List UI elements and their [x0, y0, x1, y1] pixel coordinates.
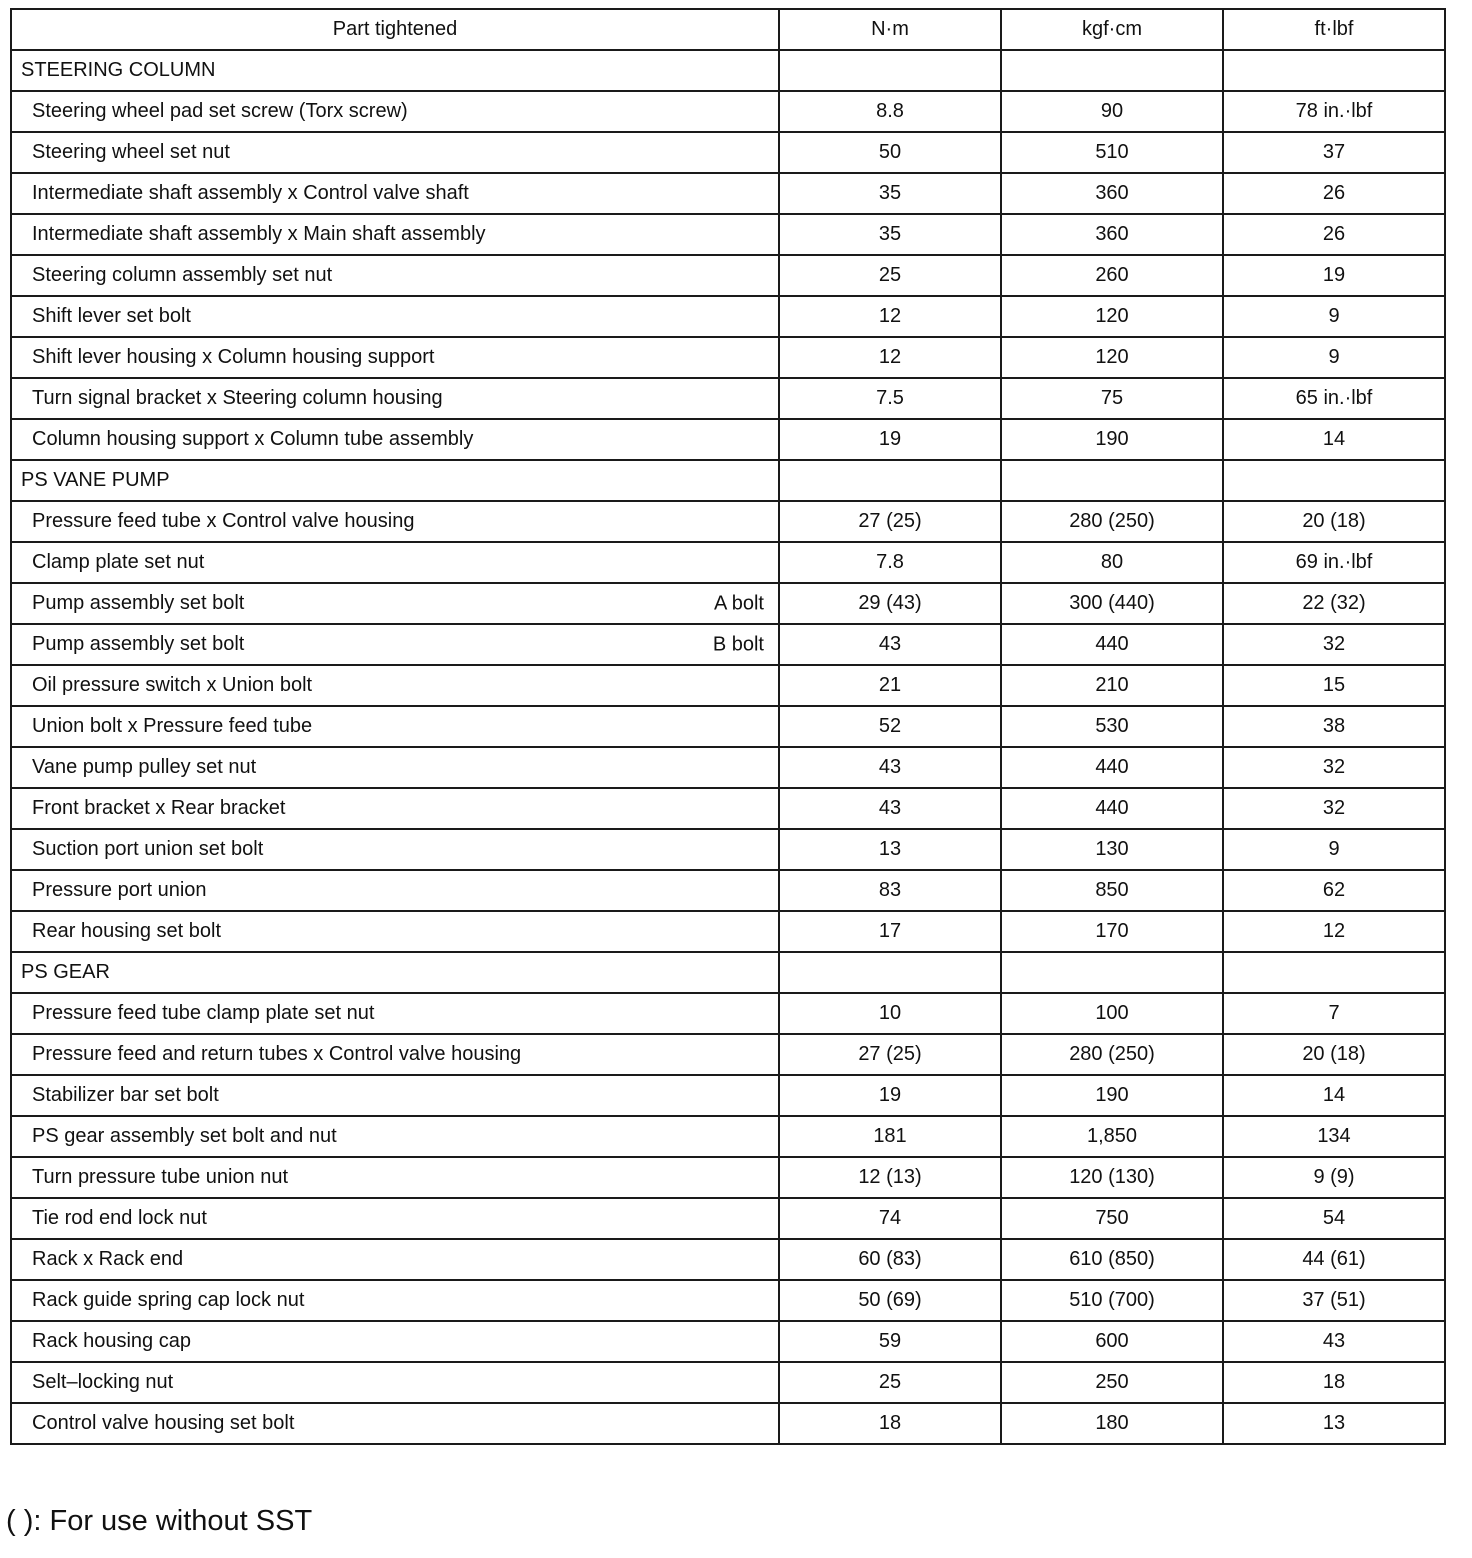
part-cell	[11, 1362, 779, 1403]
torque-kgfcm: 360	[1001, 214, 1223, 255]
table-row	[11, 214, 1445, 255]
part-name: Intermediate shaft assembly x Main shaft assembly	[32, 223, 486, 245]
table-row	[11, 624, 1445, 665]
part-cell	[11, 1075, 779, 1116]
table-row	[11, 1239, 1445, 1280]
part-name: PS gear assembly set bolt and nut	[32, 1125, 337, 1147]
empty-cell	[779, 50, 1001, 91]
empty-cell	[1223, 460, 1445, 501]
table-row	[11, 788, 1445, 829]
torque-ftlbf: 78 in.·lbf	[1223, 91, 1445, 132]
part-cell	[11, 542, 779, 583]
torque-ftlbf: 22 (32)	[1223, 583, 1445, 624]
table-row	[11, 993, 1445, 1034]
torque-nm: 12 (13)	[779, 1157, 1001, 1198]
torque-ftlbf: 69 in.·lbf	[1223, 542, 1445, 583]
part-name: Stabilizer bar set bolt	[32, 1084, 219, 1106]
table-row	[11, 829, 1445, 870]
torque-nm: 10	[779, 993, 1001, 1034]
part-cell	[11, 337, 779, 378]
part-name: Rear housing set bolt	[32, 920, 222, 942]
torque-ftlbf: 9	[1223, 337, 1445, 378]
torque-kgfcm: 210	[1001, 665, 1223, 706]
torque-nm: 13	[779, 829, 1001, 870]
empty-cell	[1001, 952, 1223, 993]
part-cell	[11, 378, 779, 419]
table-row	[11, 378, 1445, 419]
torque-kgfcm: 1,850	[1001, 1116, 1223, 1157]
table-row	[11, 1198, 1445, 1239]
torque-nm: 17	[779, 911, 1001, 952]
part-cell	[11, 419, 779, 460]
torque-nm: 35	[779, 173, 1001, 214]
bolt-note: A bolt	[713, 592, 764, 614]
part-name: Steering wheel pad set screw (Torx screw)	[32, 100, 408, 122]
table-row	[11, 706, 1445, 747]
part-cell	[11, 296, 779, 337]
part-name: Shift lever housing x Column housing support	[32, 346, 435, 368]
part-name: Steering wheel set nut	[32, 141, 230, 163]
part-cell	[11, 665, 779, 706]
torque-kgfcm: 180	[1001, 1403, 1223, 1444]
torque-nm: 8.8	[779, 91, 1001, 132]
part-cell	[11, 993, 779, 1034]
torque-ftlbf: 26	[1223, 173, 1445, 214]
torque-ftlbf: 12	[1223, 911, 1445, 952]
torque-nm: 181	[779, 1116, 1001, 1157]
table-row	[11, 1116, 1445, 1157]
part-name: Shift lever set bolt	[32, 305, 191, 327]
part-name: Pressure feed tube clamp plate set nut	[32, 1002, 375, 1024]
torque-nm: 21	[779, 665, 1001, 706]
torque-kgfcm: 440	[1001, 624, 1223, 665]
table-row	[11, 173, 1445, 214]
part-name: Column housing support x Column tube assembly	[32, 428, 474, 450]
section-title: PS VANE PUMP	[11, 460, 779, 501]
torque-nm: 59	[779, 1321, 1001, 1362]
part-name: Oil pressure switch x Union bolt	[32, 674, 313, 696]
torque-kgfcm: 260	[1001, 255, 1223, 296]
part-name: Pump assembly set bolt	[32, 633, 245, 655]
table-row	[11, 91, 1445, 132]
torque-ftlbf: 134	[1223, 1116, 1445, 1157]
torque-kgfcm: 120	[1001, 296, 1223, 337]
torque-ftlbf: 32	[1223, 624, 1445, 665]
table-row	[11, 583, 1445, 624]
torque-ftlbf: 9	[1223, 296, 1445, 337]
torque-ftlbf: 37	[1223, 132, 1445, 173]
part-name: Pressure port union	[32, 879, 207, 901]
torque-nm: 60 (83)	[779, 1239, 1001, 1280]
part-cell	[11, 583, 779, 624]
empty-cell	[1001, 460, 1223, 501]
torque-ftlbf: 7	[1223, 993, 1445, 1034]
part-name: Intermediate shaft assembly x Control valve shaft	[32, 182, 469, 204]
empty-cell	[1223, 50, 1445, 91]
torque-kgfcm: 300 (440)	[1001, 583, 1223, 624]
torque-nm: 52	[779, 706, 1001, 747]
part-name: Union bolt x Pressure feed tube	[32, 715, 313, 737]
torque-kgfcm: 610 (850)	[1001, 1239, 1223, 1280]
section-title: STEERING COLUMN	[11, 50, 779, 91]
part-name: Pressure feed tube x Control valve housing	[32, 510, 415, 532]
section-title: PS GEAR	[11, 952, 779, 993]
table-row	[11, 1075, 1445, 1116]
torque-kgfcm: 510 (700)	[1001, 1280, 1223, 1321]
torque-kgfcm: 850	[1001, 870, 1223, 911]
section-row	[11, 952, 1445, 993]
torque-nm: 43	[779, 747, 1001, 788]
torque-ftlbf: 43	[1223, 1321, 1445, 1362]
torque-specification-table	[10, 8, 1446, 1445]
table-row	[11, 542, 1445, 583]
part-cell	[11, 255, 779, 296]
torque-nm: 7.5	[779, 378, 1001, 419]
torque-kgfcm: 510	[1001, 132, 1223, 173]
part-cell	[11, 1321, 779, 1362]
header-ftlbf: ft·lbf	[1223, 9, 1445, 50]
part-name: Selt–locking nut	[32, 1371, 174, 1393]
torque-ftlbf: 38	[1223, 706, 1445, 747]
torque-nm: 12	[779, 337, 1001, 378]
torque-kgfcm: 75	[1001, 378, 1223, 419]
torque-ftlbf: 9 (9)	[1223, 1157, 1445, 1198]
torque-ftlbf: 32	[1223, 788, 1445, 829]
part-name: Pressure feed and return tubes x Control valve housing	[32, 1043, 522, 1065]
table-row	[11, 1157, 1445, 1198]
bolt-note: B bolt	[712, 633, 764, 655]
torque-kgfcm: 440	[1001, 788, 1223, 829]
table-row	[11, 296, 1445, 337]
part-name: Vane pump pulley set nut	[32, 756, 257, 778]
torque-ftlbf: 54	[1223, 1198, 1445, 1239]
part-name: Turn pressure tube union nut	[32, 1166, 289, 1188]
torque-kgfcm: 100	[1001, 993, 1223, 1034]
torque-kgfcm: 440	[1001, 747, 1223, 788]
torque-ftlbf: 19	[1223, 255, 1445, 296]
torque-nm: 25	[779, 255, 1001, 296]
table-row	[11, 1403, 1445, 1444]
header-nm: N·m	[779, 9, 1001, 50]
table-body	[11, 50, 1445, 1444]
part-cell	[11, 501, 779, 542]
torque-ftlbf: 32	[1223, 747, 1445, 788]
table-row	[11, 747, 1445, 788]
part-cell	[11, 91, 779, 132]
torque-nm: 50	[779, 132, 1001, 173]
part-name: Turn signal bracket x Steering column housing	[32, 387, 443, 409]
header-row	[11, 9, 1445, 50]
table-row	[11, 665, 1445, 706]
torque-ftlbf: 9	[1223, 829, 1445, 870]
torque-nm: 19	[779, 1075, 1001, 1116]
torque-kgfcm: 280 (250)	[1001, 501, 1223, 542]
empty-cell	[1001, 50, 1223, 91]
torque-nm: 35	[779, 214, 1001, 255]
part-cell	[11, 788, 779, 829]
empty-cell	[779, 460, 1001, 501]
torque-kgfcm: 120 (130)	[1001, 1157, 1223, 1198]
part-cell	[11, 911, 779, 952]
torque-kgfcm: 120	[1001, 337, 1223, 378]
table-row	[11, 255, 1445, 296]
header-kgfcm: kgf·cm	[1001, 9, 1223, 50]
part-cell	[11, 214, 779, 255]
part-cell	[11, 624, 779, 665]
part-cell	[11, 1239, 779, 1280]
torque-ftlbf: 65 in.·lbf	[1223, 378, 1445, 419]
empty-cell	[1223, 952, 1445, 993]
torque-ftlbf: 13	[1223, 1403, 1445, 1444]
table-row	[11, 870, 1445, 911]
torque-nm: 18	[779, 1403, 1001, 1444]
torque-kgfcm: 190	[1001, 419, 1223, 460]
torque-nm: 27 (25)	[779, 501, 1001, 542]
torque-nm: 19	[779, 419, 1001, 460]
torque-nm: 74	[779, 1198, 1001, 1239]
torque-kgfcm: 90	[1001, 91, 1223, 132]
torque-ftlbf: 20 (18)	[1223, 501, 1445, 542]
torque-kgfcm: 130	[1001, 829, 1223, 870]
torque-nm: 12	[779, 296, 1001, 337]
table-row	[11, 1034, 1445, 1075]
part-cell	[11, 1116, 779, 1157]
part-name: Clamp plate set nut	[32, 551, 205, 573]
part-cell	[11, 1280, 779, 1321]
part-cell	[11, 706, 779, 747]
table-row	[11, 337, 1445, 378]
part-cell	[11, 747, 779, 788]
header-part-tightened: Part tightened	[11, 9, 779, 50]
table-row	[11, 1280, 1445, 1321]
torque-kgfcm: 360	[1001, 173, 1223, 214]
table-row	[11, 132, 1445, 173]
part-name: Rack x Rack end	[32, 1248, 184, 1270]
torque-ftlbf: 44 (61)	[1223, 1239, 1445, 1280]
torque-nm: 27 (25)	[779, 1034, 1001, 1075]
torque-nm: 7.8	[779, 542, 1001, 583]
torque-kgfcm: 750	[1001, 1198, 1223, 1239]
torque-ftlbf: 14	[1223, 1075, 1445, 1116]
torque-nm: 50 (69)	[779, 1280, 1001, 1321]
part-name: Tie rod end lock nut	[32, 1207, 207, 1229]
part-name: Rack guide spring cap lock nut	[32, 1289, 305, 1311]
part-cell	[11, 1198, 779, 1239]
table-row	[11, 501, 1445, 542]
torque-ftlbf: 37 (51)	[1223, 1280, 1445, 1321]
section-row	[11, 460, 1445, 501]
section-row	[11, 50, 1445, 91]
part-cell	[11, 870, 779, 911]
footnote: ( ): For use without SST	[6, 1505, 313, 1537]
part-cell	[11, 829, 779, 870]
part-name: Rack housing cap	[32, 1330, 191, 1352]
torque-nm: 29 (43)	[779, 583, 1001, 624]
part-name: Pump assembly set bolt	[32, 592, 245, 614]
torque-ftlbf: 18	[1223, 1362, 1445, 1403]
torque-kgfcm: 280 (250)	[1001, 1034, 1223, 1075]
torque-kgfcm: 170	[1001, 911, 1223, 952]
torque-ftlbf: 26	[1223, 214, 1445, 255]
part-name: Front bracket x Rear bracket	[32, 797, 286, 819]
torque-ftlbf: 14	[1223, 419, 1445, 460]
torque-kgfcm: 530	[1001, 706, 1223, 747]
torque-nm: 43	[779, 624, 1001, 665]
torque-ftlbf: 15	[1223, 665, 1445, 706]
part-name: Steering column assembly set nut	[32, 264, 333, 286]
part-cell	[11, 173, 779, 214]
torque-kgfcm: 250	[1001, 1362, 1223, 1403]
torque-ftlbf: 20 (18)	[1223, 1034, 1445, 1075]
empty-cell	[779, 952, 1001, 993]
table-row	[11, 911, 1445, 952]
part-cell	[11, 1403, 779, 1444]
torque-ftlbf: 62	[1223, 870, 1445, 911]
part-cell	[11, 132, 779, 173]
table-row	[11, 419, 1445, 460]
torque-nm: 43	[779, 788, 1001, 829]
table-row	[11, 1321, 1445, 1362]
table-row	[11, 1362, 1445, 1403]
torque-nm: 25	[779, 1362, 1001, 1403]
torque-kgfcm: 600	[1001, 1321, 1223, 1362]
part-name: Suction port union set bolt	[32, 838, 264, 860]
torque-kgfcm: 190	[1001, 1075, 1223, 1116]
part-cell	[11, 1034, 779, 1075]
torque-nm: 83	[779, 870, 1001, 911]
part-name: Control valve housing set bolt	[32, 1412, 295, 1434]
part-cell	[11, 1157, 779, 1198]
torque-kgfcm: 80	[1001, 542, 1223, 583]
